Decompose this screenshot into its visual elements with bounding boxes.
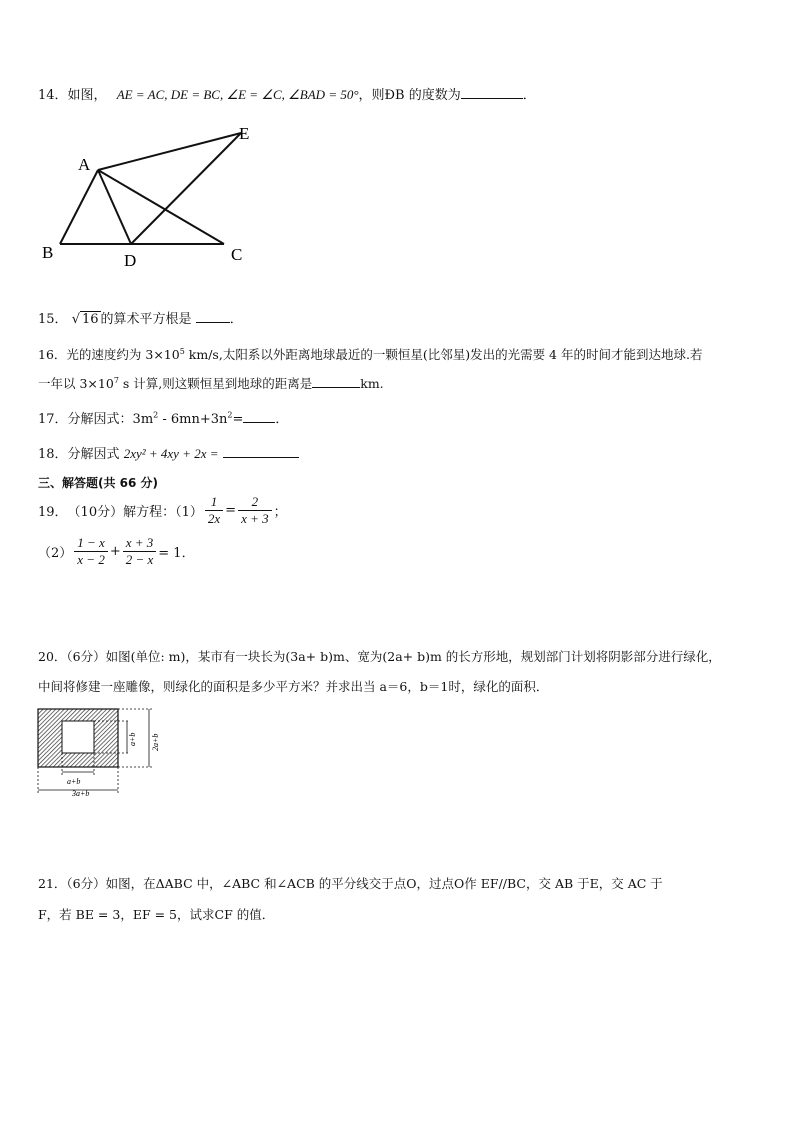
q19-p1-frac2: $\frac{2}{x + 3}$ [238, 494, 272, 527]
q17-text-b: - 6mn+3n [158, 412, 228, 427]
q17-end: ． [275, 412, 289, 427]
label-A: A [78, 155, 91, 174]
q17-text-a: 分解因式：3m [67, 412, 154, 427]
q21-line1 [38, 874, 663, 892]
q15-sqrt: √ 16 [71, 312, 99, 327]
q16-line1 [38, 345, 702, 363]
q16-line2 [38, 374, 384, 392]
q19-line1: 19． （10分）解方程：（1） $\frac{1}{2x}$ = $\frac{2}{x + 3}$ ； [38, 494, 287, 526]
q20-line1 [38, 647, 721, 665]
label-inner-height: a+b [128, 732, 137, 746]
q18-text [38, 443, 299, 462]
q19-p2-frac1: $\frac{1 - x}{x - 2}$ [74, 535, 108, 568]
q20-rectangle-figure [34, 705, 164, 797]
label-C: C [231, 245, 243, 264]
q15-answer-blank[interactable] [196, 310, 230, 323]
q20-line2: 中间将修建一座雕像，则绿化的面积是多少平方米？并求出当 a＝6，b＝1时，绿化的面积． [38, 679, 549, 694]
q18-expression: 2xy² + 4xy + 2x = [123, 446, 219, 461]
q16-line2-b: s 计算,则这颗恒星到地球的距离是 [118, 376, 313, 391]
q21-line2: F，若 BE = 3，EF = 5，试求CF 的值． [38, 907, 275, 922]
label-B: B [42, 243, 54, 262]
q14-lead: 如图， [67, 88, 107, 103]
q18-label: 分解因式 [67, 447, 120, 462]
q14-condition: AE = AC, DE = BC, ∠E = ∠C, ∠BAD = 50° [116, 87, 359, 102]
q16-number: 16． [38, 347, 67, 362]
label-D: D [124, 251, 137, 270]
q19-part2: （2） [38, 546, 73, 561]
label-inner-width: a+b [67, 777, 81, 786]
q19-instruction: （10分）解方程：（1） [67, 505, 203, 520]
q20-text1: （6分）如图(单位: m)，某市有一块长为(3a+ b)m、宽为(2a+ b)m 的长方形地，规划部门计划将阴影部分进行绿化， [66, 649, 721, 664]
q19-number: 19． [38, 505, 68, 520]
q16-line1-a: 光的速度约为 3×10 [66, 347, 180, 362]
q17-number: 17． [38, 412, 68, 427]
q18-number: 18． [38, 447, 68, 462]
q14-end: ． [522, 88, 536, 103]
q19-p1-frac1: $\frac{1}{2x}$ [205, 494, 223, 527]
q17-text: 17．分解因式：$3m^2 - 6mn+3n^2=$ ． [38, 410, 289, 427]
label-E: E [239, 124, 250, 143]
q14-text [38, 84, 536, 103]
q21-number: 21． [38, 876, 67, 891]
q14-answer-blank[interactable] [461, 86, 523, 99]
q16-exp2: 7 [113, 375, 119, 385]
label-outer-width: 3a+b [72, 789, 90, 797]
q15-text [38, 308, 243, 327]
q16-unit: km. [360, 376, 384, 391]
q17-text-c: = [232, 412, 244, 427]
section-3-title: 三、解答题(共 66 分) [38, 476, 159, 490]
q20-number: 20． [38, 649, 67, 664]
q14-number: 14． [38, 88, 68, 103]
q15-number: 15． [38, 312, 68, 327]
q18-answer-blank[interactable] [223, 445, 299, 458]
q19-line2: （2） $\frac{1 - x}{x - 2}$ + $\frac{x + 3}{2 - x}$ = 1． [38, 535, 195, 567]
q15-end: ． [229, 312, 243, 327]
q16-exp1: 5 [179, 346, 185, 356]
q15-radicand: 16 [81, 312, 99, 327]
q14-ask: ，则ÐB 的度数为 [358, 88, 461, 103]
q21-text1: （6分）如图，在ΔABC 中，∠ABC 和∠ACB 的平分线交于点O，过点O作 EF//BC，交 AB 于E，交 AC 于 [66, 876, 663, 891]
q15-label: 的算术平方根是 [100, 312, 192, 327]
q17-answer-blank[interactable] [243, 410, 275, 423]
q16-answer-blank[interactable] [312, 375, 360, 388]
label-outer-height: 2a+b [151, 733, 160, 751]
q19-p2-frac2: $\frac{x + 3}{2 - x}$ [123, 535, 157, 568]
q16-line2-a: 一年以 3×10 [38, 376, 114, 391]
q16-line1-b: km/s,太阳系以外距离地球最近的一颗恒星(比邻星)发出的光需要 4 年的时间才能到达地球.若 [184, 347, 703, 362]
q14-triangle-figure [38, 120, 268, 270]
